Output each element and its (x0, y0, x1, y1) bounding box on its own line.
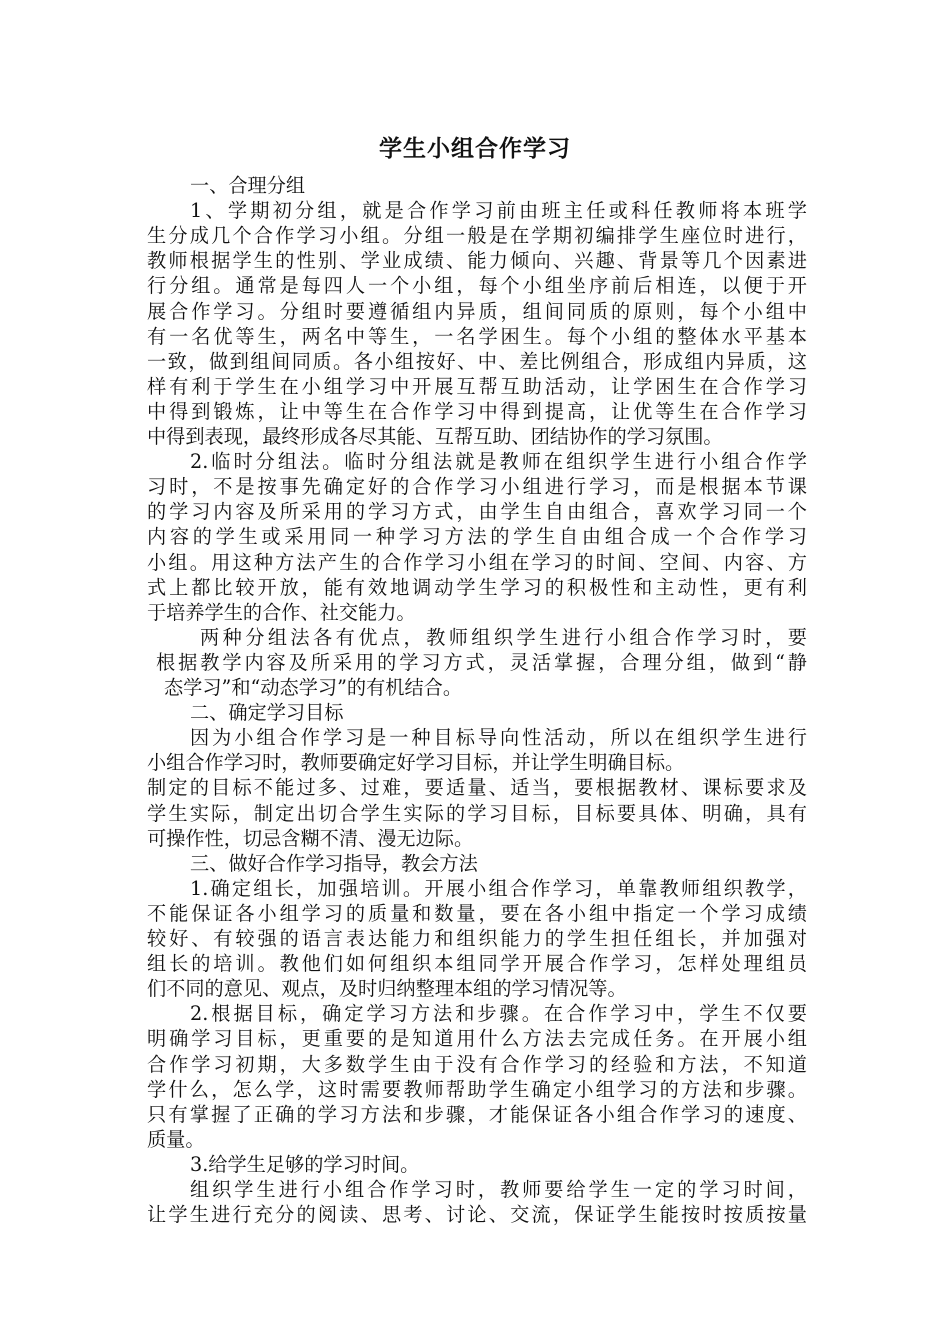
body-line: 1.确定组长，加强培训。开展小组合作学习，单靠教师组织教学， (190, 876, 807, 900)
body-line: 内容的学生或采用同一种学习方法的学生自由组合成一个合作学习 (147, 525, 807, 549)
body-line: 习时，不是按事先确定好的合作学习小组进行学习，而是根据本节课 (147, 475, 807, 499)
body-line: 有一名优等生，两名中等生，一名学困生。每个小组的整体水平基本 (147, 324, 807, 348)
body-line: 样有利于学生在小组学习中开展互帮互助活动，让学困生在合作学习 (147, 374, 807, 398)
body-line: 1、学期初分组，就是合作学习前由班主任或科任教师将本班学 (190, 199, 807, 223)
body-line: 一致，做到组间同质。各小组按好、中、差比例组合，形成组内异质，这 (147, 349, 807, 373)
body-line: 二、确定学习目标 (190, 701, 344, 725)
body-line: 于培养学生的合作、社交能力。 (147, 600, 416, 624)
body-line: 质量。 (147, 1127, 205, 1151)
body-line: 小组合作学习时，教师要确定好学习目标，并让学生明确目标。 (147, 751, 685, 775)
body-line: 两种分组法各有优点，教师组织学生进行小组合作学习时，要 (200, 625, 807, 649)
body-line: 让学生进行充分的阅读、思考、讨论、交流，保证学生能按时按质按量 (147, 1203, 807, 1227)
body-line: 2.临时分组法。临时分组法就是教师在组织学生进行小组合作学 (190, 450, 807, 474)
body-line: 们不同的意见、观点，及时归纳整理本组的学习情况等。 (147, 977, 627, 1001)
body-line: 三、做好合作学习指导，教会方法 (190, 851, 478, 875)
body-line: 中得到表现，最终形成各尽其能、互帮互助、团结协作的学习氛围。 (147, 425, 723, 448)
body-line: 合作学习初期，大多数学生由于没有合作学习的经验和方法，不知道 (147, 1052, 807, 1076)
body-line: 较好、有较强的语言表达能力和组织能力的学生担任组长，并加强对 (147, 927, 807, 950)
body-line: 教师根据学生的性别、学业成绩、能力倾向、兴趣、背景等几个因素进 (147, 249, 807, 273)
body-line: 因为小组合作学习是一种目标导向性活动，所以在组织学生进行 (190, 726, 807, 750)
body-line: 展合作学习。分组时要遵循组内异质，组间同质的原则，每个小组中 (147, 299, 807, 323)
document-title: 学生小组合作学习 (379, 135, 571, 162)
body-line: 根据教学内容及所采用的学习方式，灵活掌握，合理分组，做到“静 (156, 650, 807, 674)
body-line: 学什么，怎么学，这时需要教师帮助学生确定小组学习的方法和步骤。 (147, 1077, 807, 1101)
body-line: 不能保证各小组学习的质量和数量，要在各小组中指定一个学习成绩 (147, 901, 807, 925)
body-line: 小组。用这种方法产生的合作学习小组在学习的时间、空间、内容、方 (147, 550, 807, 574)
body-line: 3.给学生足够的学习时间。 (190, 1152, 420, 1176)
body-line: 制定的目标不能过多、过难，要适量、适当，要根据教材、课标要求及 (147, 776, 807, 800)
body-line: 的学习内容及所采用的学习方式，由学生自由组合，喜欢学习同一个 (147, 500, 807, 524)
body-line: 可操作性，切忌含糊不清、漫无边际。 (147, 826, 474, 850)
body-line: 组织学生进行小组合作学习时，教师要给学生一定的学习时间， (190, 1178, 807, 1201)
body-line: 一、合理分组 (190, 174, 306, 197)
body-line: 只有掌握了正确的学习方法和步骤，才能保证各小组合作学习的速度、 (147, 1102, 807, 1126)
body-line: 态学习”和“动态学习”的有机结合。 (164, 676, 463, 699)
body-line: 学生实际，制定出切合学生实际的学习目标，目标要具体、明确，具有 (147, 801, 807, 825)
body-line: 明确学习目标，更重要的是知道用什么方法去完成任务。在开展小组 (147, 1027, 807, 1051)
body-line: 2.根据目标，确定学习方法和步骤。在合作学习中，学生不仅要 (190, 1002, 807, 1026)
body-line: 组长的培训。教他们如何组织本组同学开展合作学习，怎样处理组员 (147, 952, 807, 976)
body-line: 中得到锻炼，让中等生在合作学习中得到提高，让优等生在合作学习 (147, 399, 807, 423)
body-line: 生分成几个合作学习小组。分组一般是在学期初编排学生座位时进行， (147, 224, 807, 248)
body-line: 行分组。通常是每四人一个小组，每个小组坐序前后相连，以便于开 (147, 274, 807, 298)
body-line: 式上都比较开放，能有效地调动学生学习的积极性和主动性，更有利 (147, 575, 807, 599)
